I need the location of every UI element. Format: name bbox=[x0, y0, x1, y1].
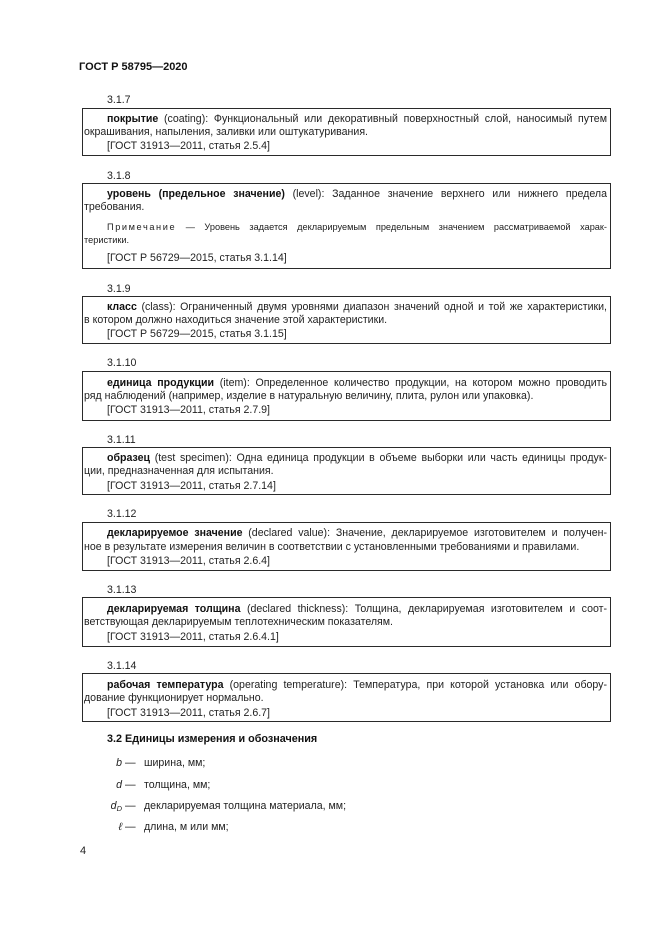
definition-line: требования. bbox=[84, 201, 145, 213]
source-reference: [ГОСТ 31913—2011, статья 2.7.14] bbox=[107, 480, 276, 492]
term-box bbox=[82, 673, 611, 722]
symbol: d bbox=[116, 779, 122, 791]
definition-line: декларируемое значение (declared value): Значение, декларируемое изготовителем и получен- bbox=[107, 527, 607, 539]
source-reference: [ГОСТ Р 56729—2015, статья 3.1.14] bbox=[107, 252, 287, 264]
note-line: теристики. bbox=[84, 235, 130, 245]
definition-line: ции, предназначенная для испытания. bbox=[84, 465, 274, 477]
term: класс bbox=[107, 301, 137, 313]
definition-line: уровень (предельное значение) (level): Заданное значение верхнего или нижнего предела bbox=[107, 188, 607, 200]
entry-number: 3.1.12 bbox=[107, 508, 137, 520]
term-box bbox=[82, 522, 611, 571]
source-reference: [ГОСТ 31913—2011, статья 2.5.4] bbox=[107, 140, 271, 152]
term-box bbox=[82, 108, 611, 156]
definition-line: образец (test specimen): Одна единица продукции в объеме выборки или часть единицы продук- bbox=[107, 452, 607, 464]
term: единица продукции bbox=[107, 377, 215, 389]
source-reference: [ГОСТ 31913—2011, статья 2.7.9] bbox=[107, 404, 271, 416]
definition-line: класс (class): Ограниченный двумя уровнями диапазон значений одной и той же характеристики, bbox=[107, 301, 607, 313]
symbol-description: декларируемая толщина материала, мм; bbox=[144, 800, 347, 812]
definition-line: дование функционирует нормально. bbox=[84, 692, 264, 704]
term-box bbox=[82, 371, 611, 421]
term: покрытие bbox=[107, 113, 159, 125]
term: декларируемая толщина bbox=[107, 603, 241, 615]
definition-line: декларируемая толщина (declared thickness): Толщина, декларируемая изготовителем и соот- bbox=[107, 603, 607, 615]
symbol: ℓ bbox=[118, 821, 122, 833]
term-box bbox=[82, 296, 611, 344]
term-box bbox=[82, 447, 611, 495]
note-line: Примечание — Уровень задается декларируемым предельным значением рассматриваемой харак- bbox=[107, 222, 607, 232]
note-label: Примечание bbox=[107, 222, 177, 232]
section-title: 3.2 Единицы измерения и обозначения bbox=[107, 733, 318, 745]
entry-number: 3.1.13 bbox=[107, 584, 137, 596]
entry-number: 3.1.8 bbox=[107, 170, 131, 182]
symbol-dash: — bbox=[125, 779, 136, 791]
symbol: b bbox=[116, 757, 122, 769]
definition-line: в котором должно находиться значение этой характеристики. bbox=[84, 314, 388, 326]
source-reference: [ГОСТ 31913—2011, статья 2.6.4.1] bbox=[107, 631, 279, 643]
entry-number: 3.1.9 bbox=[107, 283, 131, 295]
term: уровень (предельное значение) bbox=[107, 188, 285, 200]
symbol-description: толщина, мм; bbox=[144, 779, 211, 791]
source-reference: [ГОСТ 31913—2011, статья 2.6.4] bbox=[107, 555, 271, 567]
entry-number: 3.1.11 bbox=[107, 434, 136, 446]
document-header: ГОСТ Р 58795—2020 bbox=[79, 61, 188, 73]
definition-line: единица продукции (item): Определенное количество продукции, на котором можно проводить bbox=[107, 377, 607, 389]
definition-line: ное в результате измерения величин в соответствии с установленными требованиями и правилами. bbox=[84, 541, 580, 553]
definition-line: ветствующая декларируемым теплотехническим показателям. bbox=[84, 616, 393, 628]
definition-line: покрытие (coating): Функциональный или декоративный поверхностный слой, наносимый путем bbox=[107, 113, 607, 125]
symbol-dash: — bbox=[125, 800, 136, 812]
source-reference: [ГОСТ Р 56729—2015, статья 3.1.15] bbox=[107, 328, 287, 340]
term: рабочая температура bbox=[107, 679, 224, 691]
symbol-subscript: D bbox=[116, 804, 122, 813]
term-box bbox=[82, 597, 611, 647]
definition-line: рабочая температура (operating temperature): Температура, при которой установка или обору- bbox=[107, 679, 608, 691]
source-reference: [ГОСТ 31913—2011, статья 2.6.7] bbox=[107, 707, 271, 719]
entry-number: 3.1.10 bbox=[107, 357, 137, 369]
definition-line: окрашивания, напыления, заливки или оштукатуривания. bbox=[84, 126, 368, 138]
definition-line: ряд наблюдений (например, изделие в натуральную величину, плита, рулон или упаковка). bbox=[84, 390, 534, 402]
entry-number: 3.1.14 bbox=[107, 660, 137, 672]
symbol-dash: — bbox=[125, 757, 136, 769]
symbol: $d_D$ bbox=[110, 800, 122, 813]
symbol-description: длина, м или мм; bbox=[144, 821, 229, 833]
term: декларируемое значение bbox=[107, 527, 243, 539]
symbol-description: ширина, мм; bbox=[144, 757, 206, 769]
symbol-dash: — bbox=[125, 821, 136, 833]
entry-number: 3.1.7 bbox=[107, 94, 131, 106]
term: образец bbox=[107, 452, 151, 464]
page-number: 4 bbox=[80, 845, 87, 857]
term-box bbox=[82, 183, 611, 269]
